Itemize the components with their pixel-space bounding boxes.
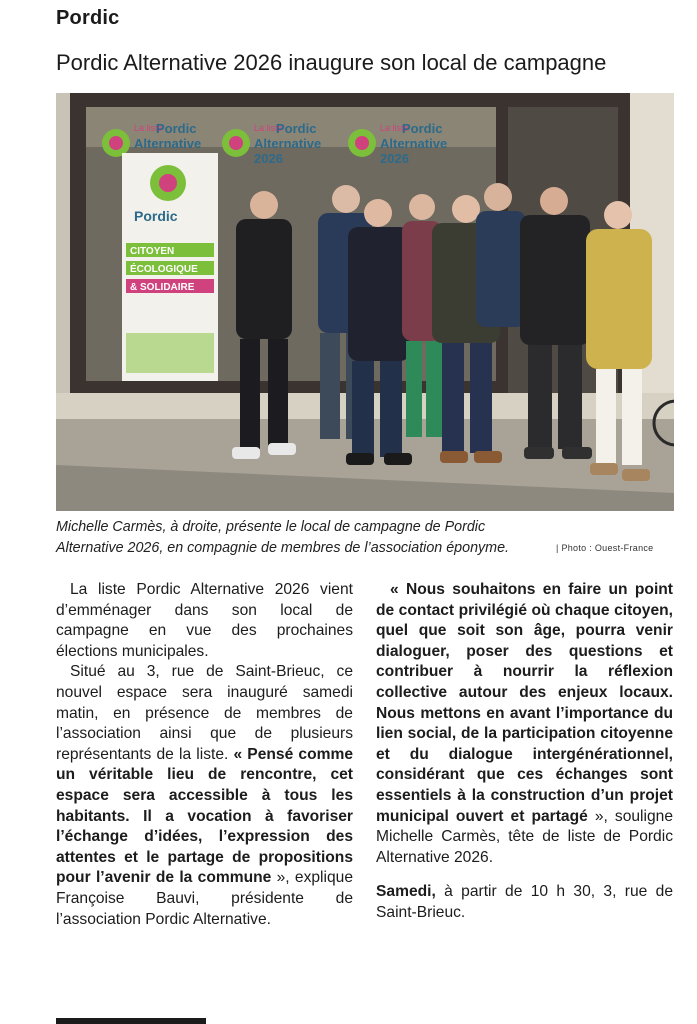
svg-text:2026: 2026 bbox=[380, 151, 409, 166]
paragraph-attribution: », souligne Michelle Carmès, tête de liste de Pordic Alternative 2026. bbox=[376, 807, 673, 866]
svg-text:La liste: La liste bbox=[380, 123, 409, 133]
svg-text:CITOYEN: CITOYEN bbox=[130, 246, 175, 257]
svg-text:Pordic: Pordic bbox=[276, 121, 317, 136]
paragraph-quote: « Pensé comme un véritable lieu de rencontre, cet espace sera accessible à tous les habitants. Il a vocation à favoriser l’échange d’idées, l’expression des attentes et le partage de propositions pour l’avenir de la commune bbox=[56, 745, 353, 887]
paragraph-intro: La liste Pordic Alternative 2026 vient d’emménager dans son local de campagne en vue des prochaines élections municipales. bbox=[56, 581, 353, 660]
svg-text:2026: 2026 bbox=[254, 151, 283, 166]
photo-credit: | Photo : Ouest-France bbox=[556, 543, 654, 553]
photo-caption: Michelle Carmès, à droite, présente le local de campagne de Pordic Alternative 2026, en compagnie de membres de l’association éponyme. bbox=[56, 519, 509, 556]
banner-label: La liste bbox=[134, 123, 163, 133]
svg-text:Alternative: Alternative bbox=[380, 136, 448, 151]
paragraph-attribution: », explique Françoise Bauvi, présidente de l’association Pordic Alternative. bbox=[56, 869, 354, 928]
svg-text:La liste: La liste bbox=[254, 123, 283, 133]
svg-text:Pordic: Pordic bbox=[134, 208, 178, 224]
paragraph-quote-intro bbox=[56, 662, 353, 930]
event-day: Samedi, bbox=[376, 883, 436, 901]
next-article-heading-fragment bbox=[56, 1006, 216, 1024]
paragraph-quote: « Nous souhaitons en faire un point de contact privilégié où chaque citoyen, quel que soit son âge, pourra venir dialoguer, poser des questions et contribuer à nourrir la réflexion collective autour des enjeux locaux. Nous mettons en avant l’importance du lien social, de la participation citoyenne et du dialogue intergénérationnel, considérant que ces échanges sont essentiels à la construction d’un projet municipal ouvert et partagé bbox=[376, 581, 673, 825]
svg-text:ÉCOLOGIQUE: ÉCOLOGIQUE bbox=[130, 264, 198, 275]
rollup-banner bbox=[122, 153, 218, 381]
article-column-left bbox=[56, 580, 353, 930]
paragraph-text: Situé au 3, rue de Saint-Brieuc, ce nouvel espace sera inauguré samedi matin, en présence de membres de l’association ainsi que de plusieurs représentants de la liste. bbox=[56, 663, 353, 763]
article-headline: Pordic Alternative 2026 inaugure son local de campagne bbox=[56, 50, 607, 75]
paragraph-quote-main bbox=[376, 580, 673, 868]
svg-text:Pordic: Pordic bbox=[156, 121, 197, 136]
article-photo bbox=[56, 93, 674, 511]
paragraph-event-info bbox=[376, 882, 673, 923]
svg-text:Pordic: Pordic bbox=[402, 121, 443, 136]
article-column-right bbox=[376, 580, 673, 924]
svg-text:Alternative: Alternative bbox=[134, 136, 202, 151]
section-label: Pordic bbox=[56, 7, 120, 29]
event-details: à partir de 10 h 30, 3, rue de Saint-Brieuc. bbox=[376, 883, 673, 921]
svg-text:& SOLIDAIRE: & SOLIDAIRE bbox=[130, 282, 195, 293]
svg-text:Alternative: Alternative bbox=[254, 136, 322, 151]
